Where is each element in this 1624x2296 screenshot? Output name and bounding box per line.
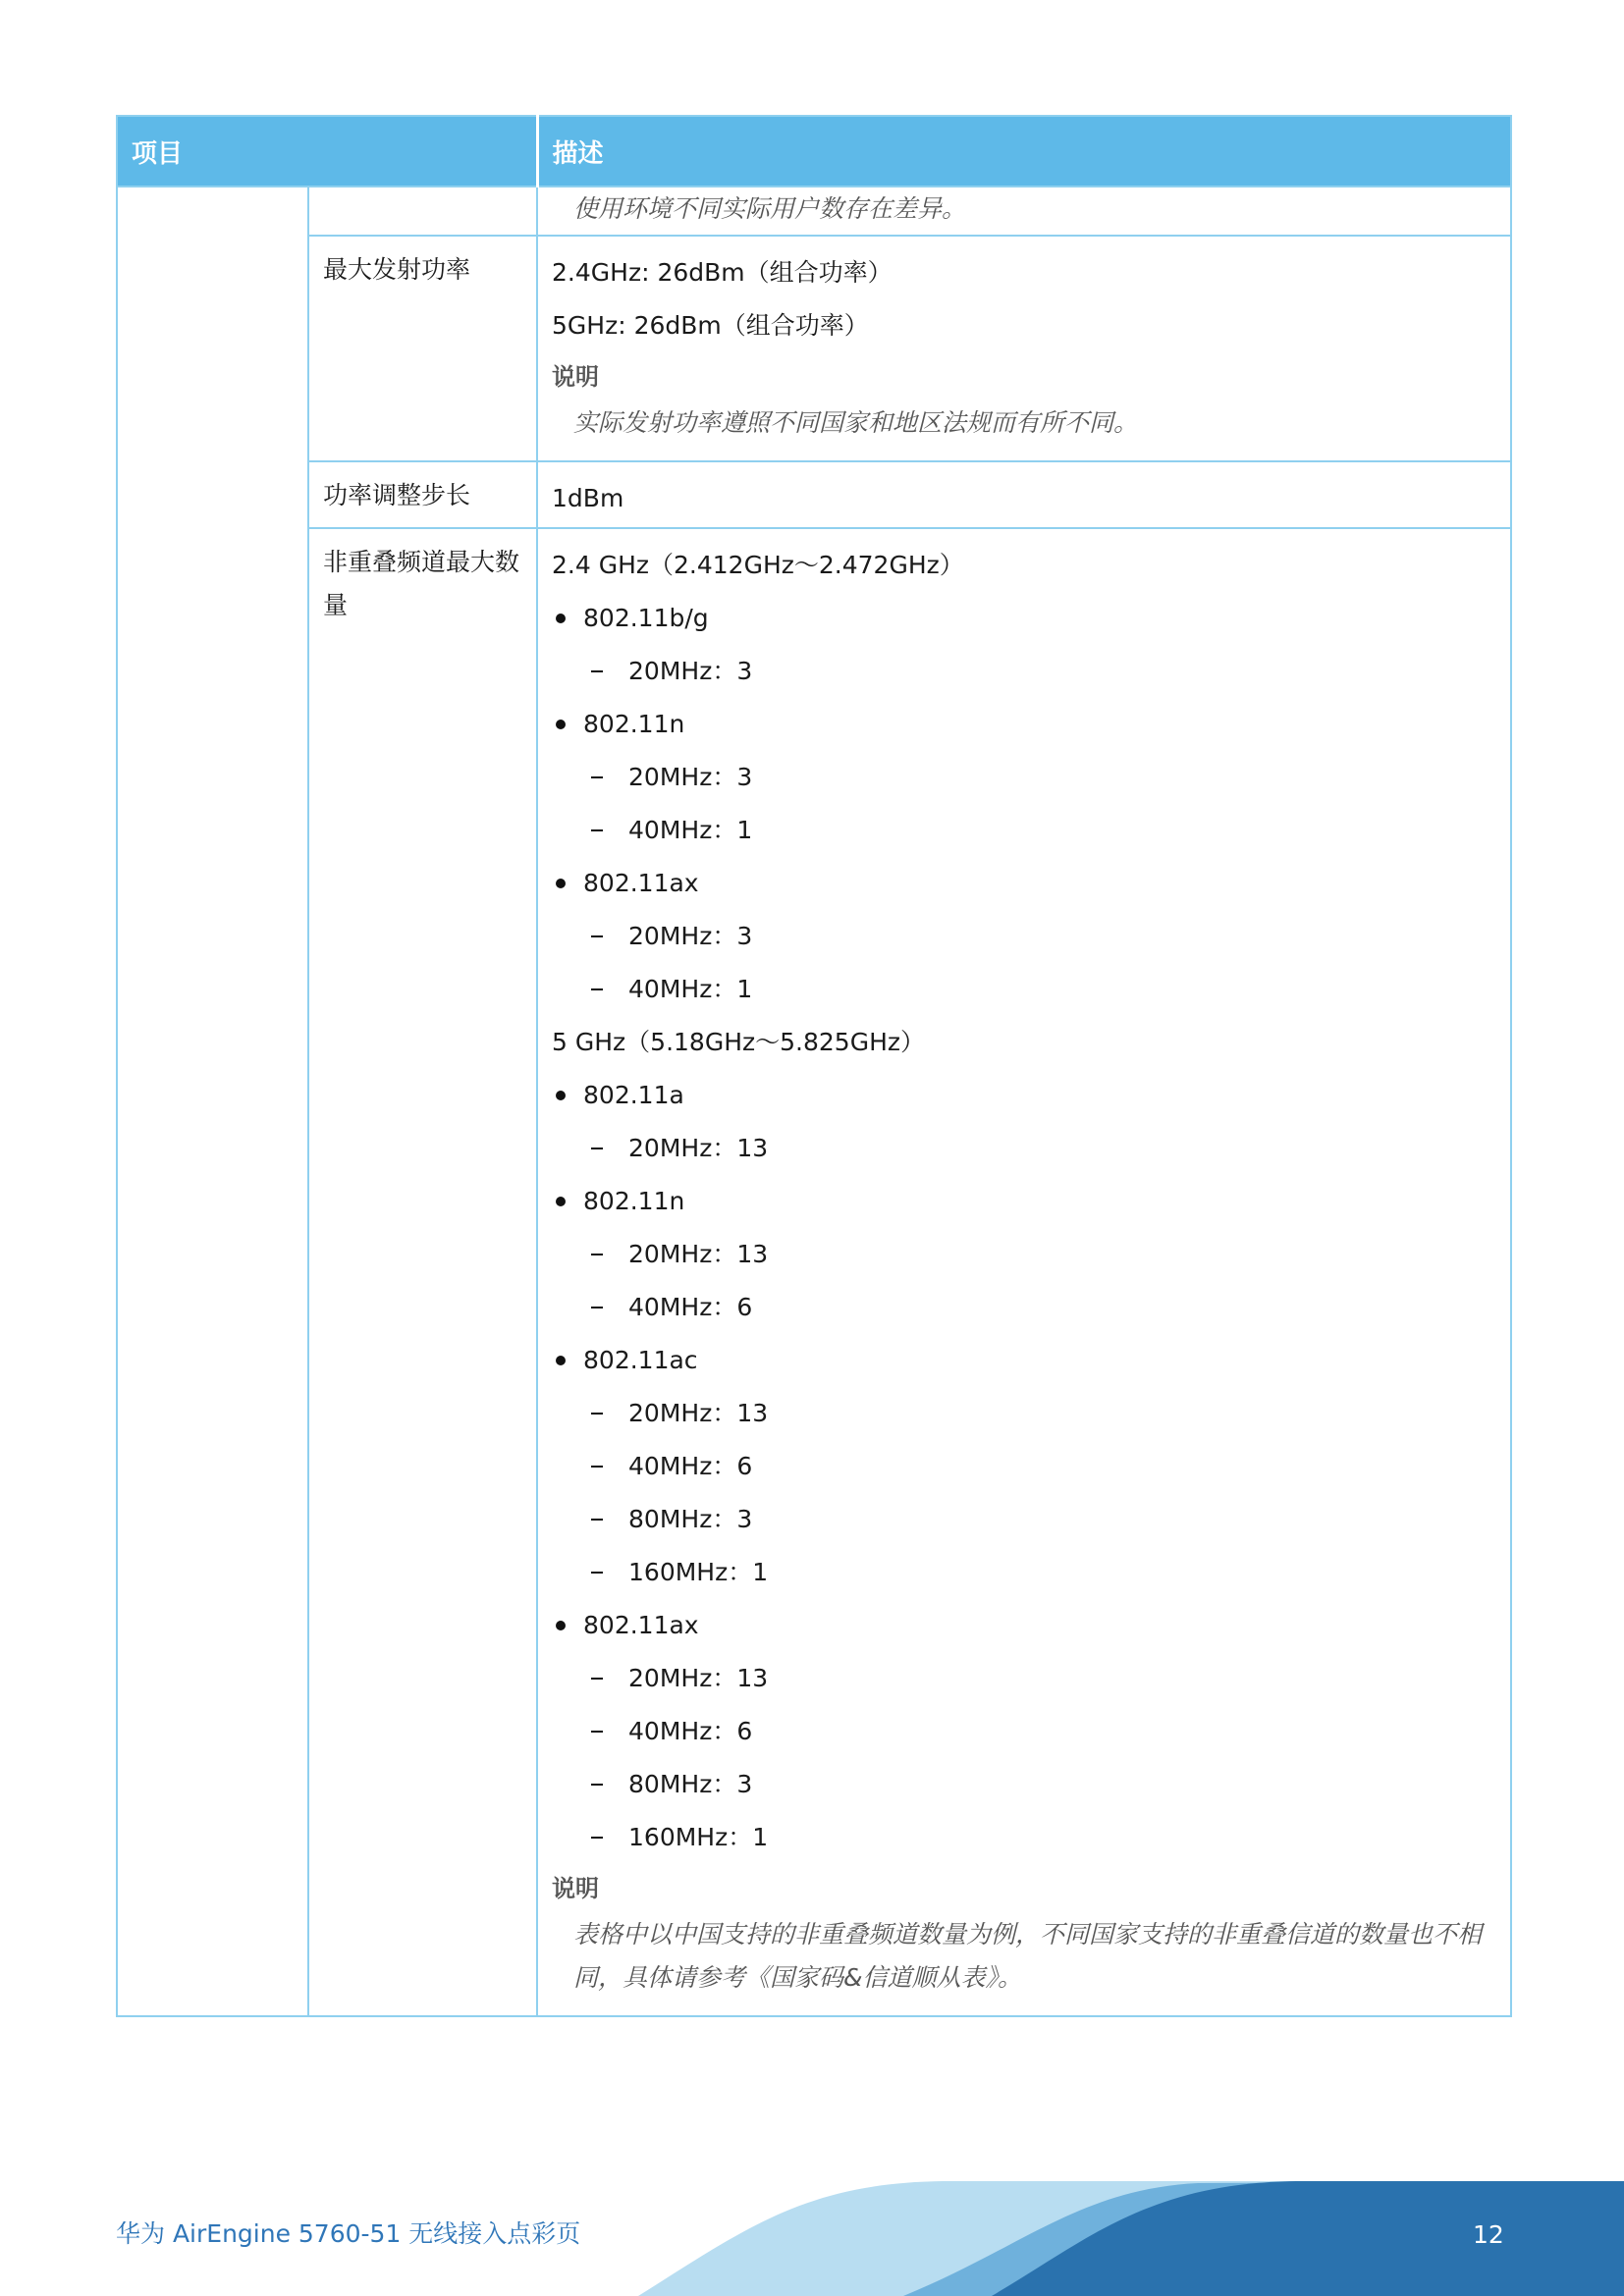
dash-icon bbox=[591, 1254, 603, 1255]
value-line: 5GHz: 26dBm（组合功率） bbox=[552, 311, 869, 340]
table-row-max-tx-power bbox=[117, 236, 1511, 461]
sub-list-item: 80MHz：3 bbox=[552, 1493, 1496, 1546]
sub-list-item: 20MHz：13 bbox=[552, 1228, 1496, 1281]
bullet-icon bbox=[556, 1091, 566, 1100]
list-item: 802.11a bbox=[552, 1069, 1496, 1122]
sub-list-item: 20MHz：13 bbox=[552, 1387, 1496, 1440]
dash-icon bbox=[591, 776, 603, 778]
bullet-icon bbox=[556, 1197, 566, 1206]
list-item: 802.11n bbox=[552, 1175, 1496, 1228]
sub-list-item: 40MHz：1 bbox=[552, 963, 1496, 1016]
dash-icon bbox=[591, 1784, 603, 1786]
param-label: 功率调整步长 bbox=[308, 461, 537, 528]
note-title: 说明 bbox=[552, 363, 600, 391]
bullet-icon bbox=[556, 614, 566, 623]
value-line: 1dBm bbox=[552, 484, 624, 512]
dash-icon bbox=[591, 1837, 603, 1839]
sub-list-item: 20MHz：3 bbox=[552, 645, 1496, 698]
sub-list-item: 20MHz：3 bbox=[552, 910, 1496, 963]
param-label bbox=[308, 528, 537, 2016]
list-item: 802.11ax bbox=[552, 857, 1496, 910]
table-row-non-overlap-channels bbox=[117, 528, 1511, 2016]
dash-icon bbox=[591, 1731, 603, 1733]
bullet-icon bbox=[556, 1621, 566, 1630]
group-cell bbox=[117, 187, 308, 2016]
dash-icon bbox=[591, 1466, 603, 1468]
sub-list-item: 20MHz：13 bbox=[552, 1652, 1496, 1705]
note-text: 同，具体请参考《国家码&信道顺从表》。 bbox=[573, 1963, 1023, 1992]
dash-icon bbox=[591, 935, 603, 937]
note-text: 实际发射功率遵照不同国家和地区法规而有所不同。 bbox=[573, 408, 1139, 437]
param-cell-empty bbox=[308, 187, 537, 236]
footer-document-title: 华为 AirEngine 5760-51 无线接入点彩页 bbox=[116, 2219, 581, 2248]
spec-table bbox=[116, 115, 1512, 2017]
sub-list-item: 40MHz：6 bbox=[552, 1440, 1496, 1493]
sub-list-item: 160MHz：1 bbox=[552, 1546, 1496, 1599]
header-item: 项目 bbox=[117, 116, 537, 187]
bullet-icon bbox=[556, 879, 566, 888]
header-description: 描述 bbox=[537, 116, 1511, 187]
list-item: 802.11b/g bbox=[552, 592, 1496, 645]
sub-list-item: 40MHz：6 bbox=[552, 1281, 1496, 1334]
param-label-line: 非重叠频道最大数 bbox=[323, 548, 520, 576]
desc-cell-non-overlap bbox=[537, 528, 1511, 2016]
bullet-icon bbox=[556, 720, 566, 729]
dash-icon bbox=[591, 1572, 603, 1574]
dash-icon bbox=[591, 670, 603, 672]
sub-list-item: 160MHz：1 bbox=[552, 1811, 1496, 1864]
list-item: 802.11ax bbox=[552, 1599, 1496, 1652]
param-label: 最大发射功率 bbox=[308, 236, 537, 461]
table-row-continuation bbox=[117, 187, 1511, 236]
dash-icon bbox=[591, 988, 603, 990]
desc-cell-power-step bbox=[537, 461, 1511, 528]
table-row-power-step bbox=[117, 461, 1511, 528]
dash-icon bbox=[591, 1678, 603, 1680]
sub-list-item: 80MHz：3 bbox=[552, 1758, 1496, 1811]
desc-cell-max-tx-power bbox=[537, 236, 1511, 461]
table-header-row bbox=[117, 116, 1511, 187]
note-text: 使用环境不同实际用户数存在差异。 bbox=[573, 194, 967, 223]
sub-list-item: 20MHz：13 bbox=[552, 1122, 1496, 1175]
bullet-icon bbox=[556, 1356, 566, 1365]
band-title: 2.4 GHz（2.412GHz～2.472GHz） bbox=[552, 551, 964, 579]
sub-list-item: 20MHz：3 bbox=[552, 751, 1496, 804]
dash-icon bbox=[591, 1413, 603, 1415]
dash-icon bbox=[591, 829, 603, 831]
footer-page-number: 12 bbox=[1473, 2220, 1504, 2249]
list-item: 802.11n bbox=[552, 698, 1496, 751]
dash-icon bbox=[591, 1307, 603, 1308]
param-label-line: 量 bbox=[323, 591, 349, 619]
value-line: 2.4GHz: 26dBm（组合功率） bbox=[552, 258, 893, 287]
note-text: 表格中以中国支持的非重叠频道数量为例，不同国家支持的非重叠信道的数量也不相 bbox=[573, 1920, 1483, 1949]
sub-list-item: 40MHz：1 bbox=[552, 804, 1496, 857]
sub-list-item: 40MHz：6 bbox=[552, 1705, 1496, 1758]
list-item: 802.11ac bbox=[552, 1334, 1496, 1387]
dash-icon bbox=[591, 1519, 603, 1521]
note-title: 说明 bbox=[552, 1875, 600, 1902]
band-title: 5 GHz（5.18GHz～5.825GHz） bbox=[552, 1028, 925, 1056]
desc-cell-continuation bbox=[537, 187, 1511, 236]
dash-icon bbox=[591, 1148, 603, 1149]
